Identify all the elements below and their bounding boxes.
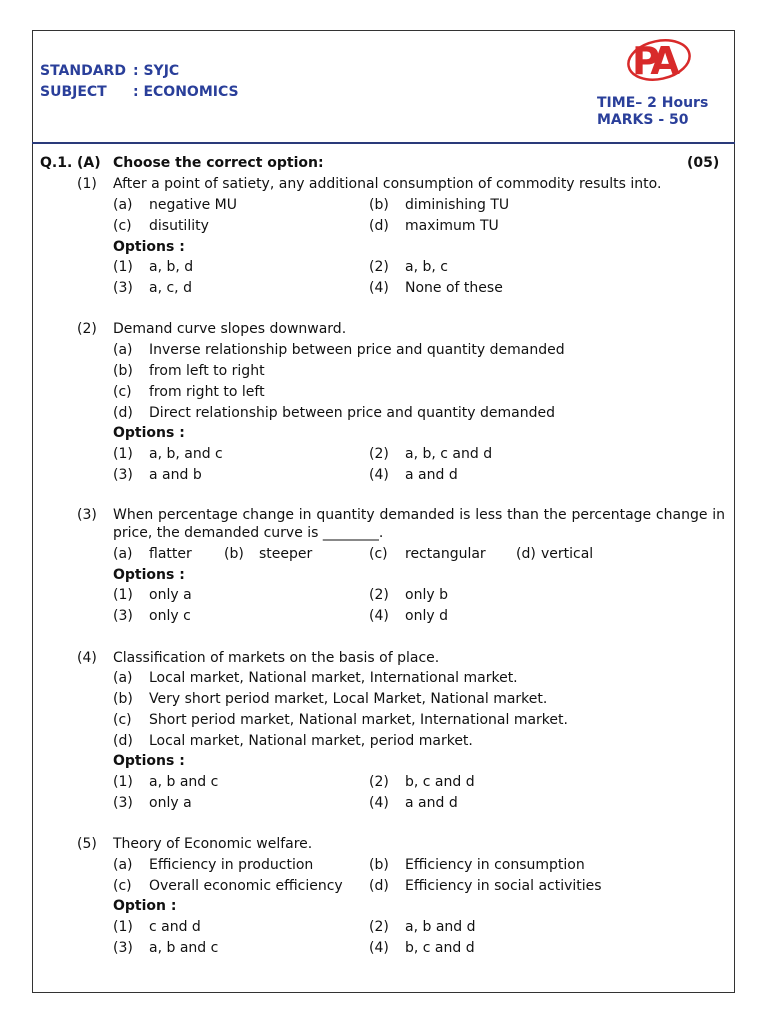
- subject-value: : ECONOMICS: [133, 84, 239, 100]
- choice-key: (c): [113, 712, 132, 728]
- choice-text: rectangular: [405, 546, 486, 562]
- option-text: a, b, c and d: [405, 446, 493, 462]
- choice-key: (d): [113, 405, 133, 421]
- section-marks: (05): [687, 155, 720, 171]
- choice-text: vertical: [541, 546, 594, 562]
- choice-key: (a): [113, 857, 133, 873]
- option-key: (2): [369, 774, 389, 790]
- choice-key: (a): [113, 546, 133, 562]
- choice-key: (d): [369, 218, 389, 234]
- option-key: (4): [369, 608, 389, 624]
- pa-logo: [626, 36, 692, 82]
- option-text: only d: [405, 608, 448, 624]
- q5-text: Theory of Economic welfare.: [113, 836, 313, 852]
- option-key: (4): [369, 280, 389, 296]
- option-text: a, b and d: [405, 919, 476, 935]
- option-key: (1): [113, 259, 133, 275]
- choice-key: (b): [113, 691, 133, 707]
- option-key: (1): [113, 446, 133, 462]
- choice-text: from right to left: [149, 384, 265, 400]
- option-key: (3): [113, 795, 133, 811]
- option-label: Option :: [113, 898, 177, 914]
- option-text: a, b, d: [149, 259, 194, 275]
- option-text: a, b, c: [405, 259, 448, 275]
- option-text: b, c and d: [405, 940, 475, 956]
- choice-key: (d): [113, 733, 133, 749]
- option-text: None of these: [405, 280, 503, 296]
- q5-number: (5): [77, 836, 97, 852]
- option-key: (2): [369, 259, 389, 275]
- option-text: only b: [405, 587, 448, 603]
- option-text: a, c, d: [149, 280, 192, 296]
- option-text: a and d: [405, 795, 458, 811]
- choice-key: (c): [113, 878, 132, 894]
- option-key: (3): [113, 280, 133, 296]
- choice-text: Short period market, National market, International market.: [149, 712, 568, 728]
- choice-key: (b): [224, 546, 244, 562]
- option-text: c and d: [149, 919, 201, 935]
- choice-key: (a): [113, 342, 133, 358]
- q2-text: Demand curve slopes downward.: [113, 321, 347, 337]
- choice-text: Local market, National market, period market.: [149, 733, 473, 749]
- options-label: Options :: [113, 239, 185, 255]
- choice-key: (c): [113, 384, 132, 400]
- option-key: (1): [113, 774, 133, 790]
- option-key: (2): [369, 446, 389, 462]
- option-text: b, c and d: [405, 774, 475, 790]
- choice-text: flatter: [149, 546, 192, 562]
- question-part: (A): [77, 155, 101, 171]
- option-text: a and b: [149, 467, 202, 483]
- standard-label: STANDARD: [40, 63, 126, 79]
- choice-text: disutility: [149, 218, 209, 234]
- option-key: (3): [113, 940, 133, 956]
- option-key: (4): [369, 940, 389, 956]
- choice-text: steeper: [259, 546, 313, 562]
- option-key: (4): [369, 467, 389, 483]
- option-text: a, b and c: [149, 940, 219, 956]
- choice-key: (d): [369, 878, 389, 894]
- choice-key: (c): [113, 218, 132, 234]
- standard-value: : SYJC: [133, 63, 180, 79]
- exam-time: TIME– 2 Hours: [597, 95, 709, 111]
- option-text: a, b and c: [149, 774, 219, 790]
- option-key: (1): [113, 919, 133, 935]
- choice-text: Local market, National market, International market.: [149, 670, 518, 686]
- choice-text: Efficiency in consumption: [405, 857, 585, 873]
- choice-text: maximum TU: [405, 218, 499, 234]
- option-key: (3): [113, 467, 133, 483]
- options-label: Options :: [113, 567, 185, 583]
- choice-text: from left to right: [149, 363, 265, 379]
- question-number: Q.1.: [40, 155, 73, 171]
- choice-key: (c): [369, 546, 388, 562]
- option-text: a, b, and c: [149, 446, 223, 462]
- section-instruction: Choose the correct option:: [113, 155, 324, 171]
- option-text: only c: [149, 608, 191, 624]
- option-text: a and d: [405, 467, 458, 483]
- q1-number: (1): [77, 176, 97, 192]
- subject-label: SUBJECT: [40, 84, 107, 100]
- q1-text: After a point of satiety, any additional consumption of commodity results into.: [113, 176, 662, 192]
- option-text: only a: [149, 587, 192, 603]
- choice-key: (b): [369, 197, 389, 213]
- q3-number: (3): [77, 507, 97, 523]
- choice-key: (a): [113, 197, 133, 213]
- exam-marks: MARKS - 50: [597, 112, 689, 128]
- q4-text: Classification of markets on the basis of place.: [113, 650, 440, 666]
- q2-number: (2): [77, 321, 97, 337]
- choice-text: Overall economic efficiency: [149, 878, 343, 894]
- option-key: (3): [113, 608, 133, 624]
- choice-text: diminishing TU: [405, 197, 510, 213]
- option-key: (2): [369, 587, 389, 603]
- choice-key: (b): [369, 857, 389, 873]
- choice-text: Efficiency in production: [149, 857, 314, 873]
- choice-key: (b): [113, 363, 133, 379]
- choice-key: (a): [113, 670, 133, 686]
- choice-text: Inverse relationship between price and quantity demanded: [149, 342, 565, 358]
- logo-text: PA: [632, 39, 674, 82]
- choice-text: negative MU: [149, 197, 238, 213]
- choice-text: Efficiency in social activities: [405, 878, 602, 894]
- choice-text: Very short period market, Local Market, National market.: [149, 691, 548, 707]
- option-text: only a: [149, 795, 192, 811]
- option-key: (2): [369, 919, 389, 935]
- option-key: (1): [113, 587, 133, 603]
- header-divider: [32, 142, 735, 144]
- q4-number: (4): [77, 650, 97, 666]
- q3-text: When percentage change in quantity demanded is less than the percentage change in price, the demanded curve is ________.: [113, 507, 725, 541]
- choice-text: Direct relationship between price and quantity demanded: [149, 405, 555, 421]
- options-label: Options :: [113, 425, 185, 441]
- options-label: Options :: [113, 753, 185, 769]
- choice-key: (d): [516, 546, 536, 562]
- option-key: (4): [369, 795, 389, 811]
